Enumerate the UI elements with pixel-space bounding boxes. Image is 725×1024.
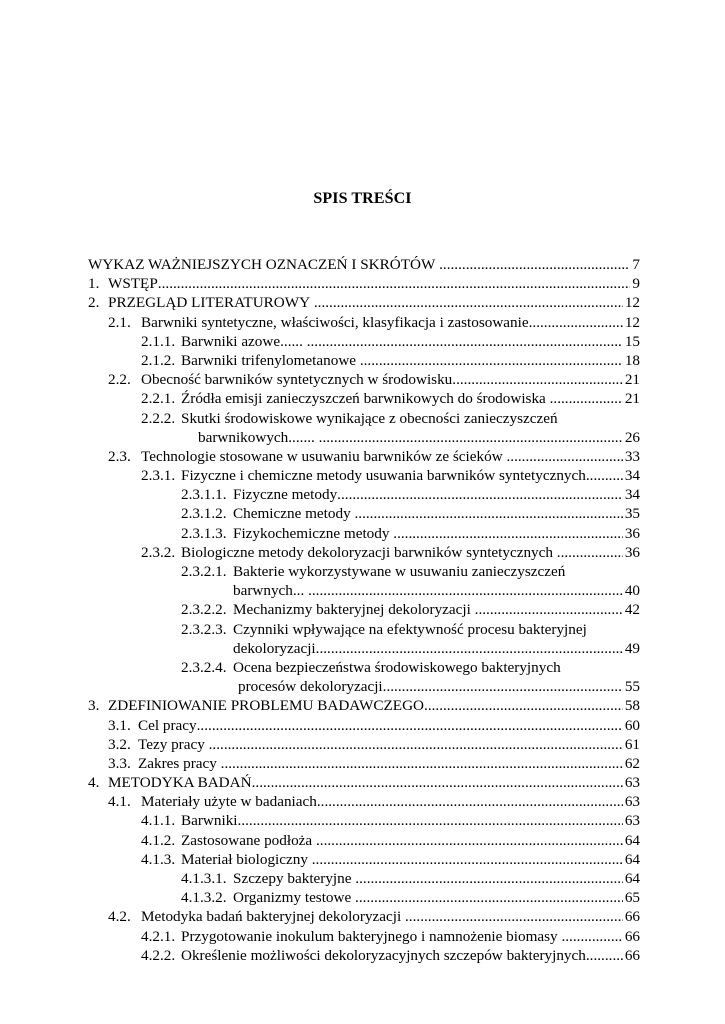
toc-entry <box>88 811 640 830</box>
toc-entry <box>88 869 640 888</box>
toc-entry <box>88 332 640 351</box>
toc-entry <box>88 927 640 946</box>
toc-entry <box>88 293 640 312</box>
toc-entry-number: 4.2.1. <box>141 927 176 945</box>
toc-entry-page: 63 <box>624 774 640 792</box>
dot-leader <box>158 274 631 293</box>
toc-entry-page: 12 <box>624 313 640 331</box>
dot-leader <box>586 946 623 965</box>
toc-entry-title-cont: barwnikowych....... <box>198 428 315 446</box>
toc-entry <box>88 735 640 754</box>
toc-entry-number: 4.1.3. <box>141 850 176 868</box>
toc-entry <box>88 658 640 677</box>
toc-entry-page: 49 <box>624 639 640 657</box>
toc-entry-number: 2.3. <box>108 447 131 465</box>
toc-entry-number: 4.1.3.2. <box>181 889 227 907</box>
toc-entry-page: 34 <box>624 486 640 504</box>
toc-entry <box>88 716 640 735</box>
toc-entry-number: 4.1. <box>108 793 131 811</box>
toc-entry-title: Barwniki <box>181 812 238 830</box>
toc-entry <box>88 351 640 370</box>
toc-entry-page: 64 <box>624 870 640 887</box>
toc-entry-page: 26 <box>624 428 640 446</box>
toc-entry <box>88 754 640 773</box>
toc-entry-number: 2.2. <box>108 371 131 389</box>
toc-entry <box>88 888 640 907</box>
toc-entry <box>88 466 640 485</box>
toc-entry-title: Szczepy bakteryjne <box>233 870 352 887</box>
toc-entry-page: 66 <box>624 908 640 926</box>
toc-entry <box>88 409 640 428</box>
toc-entry <box>88 255 640 274</box>
dot-leader <box>557 543 623 562</box>
toc-entry-title: Bakterie wykorzystywane w usuwaniu zanieczyszczeń <box>233 563 566 580</box>
toc-entry-page: 65 <box>624 889 640 907</box>
toc-entry <box>88 313 640 332</box>
toc-entry <box>88 274 640 293</box>
toc-entry-number: 4.2.2. <box>141 946 176 964</box>
toc-entry-title: Metodyka badań bakteryjnej dekoloryzacji <box>141 908 402 926</box>
toc-entry-number: 2.2.1. <box>141 390 176 408</box>
toc-entry-number: 2.3.2.1. <box>181 563 227 580</box>
table-of-contents <box>88 255 640 965</box>
toc-entry-page: 63 <box>624 793 640 811</box>
toc-entry-page: 63 <box>624 812 640 830</box>
toc-entry <box>88 485 640 504</box>
toc-entry-page: 36 <box>624 524 640 542</box>
toc-entry <box>88 543 640 562</box>
toc-entry-page: 66 <box>624 946 640 964</box>
toc-entry <box>88 562 640 581</box>
dot-leader <box>354 504 622 523</box>
toc-entry-page: 34 <box>624 467 640 485</box>
toc-entry-title: Fizykochemiczne metody <box>233 524 390 542</box>
toc-entry <box>88 620 640 639</box>
toc-entry-page: 60 <box>624 716 640 734</box>
dot-leader <box>424 696 623 715</box>
toc-entry-title: Określenie możliwości dekoloryzacyjnych szczepów bakteryjnych <box>181 946 586 964</box>
toc-entry-number: 4. <box>88 774 100 792</box>
toc-entry <box>88 792 640 811</box>
toc-entry <box>88 831 640 850</box>
dot-leader <box>316 831 623 850</box>
toc-entry-title-cont: dekoloryzacji <box>233 639 316 657</box>
dot-leader <box>308 581 623 600</box>
toc-entry-number: 4.1.2. <box>141 831 176 849</box>
toc-entry-title: Źródła emisji zanieczyszczeń barwnikowych do środowiska <box>181 390 546 408</box>
dot-leader <box>360 351 623 370</box>
toc-entry-number: 2.1.2. <box>141 351 176 369</box>
toc-entry-page: 35 <box>624 505 640 523</box>
toc-entry-title: WSTĘP <box>108 275 158 293</box>
dot-leader <box>439 255 630 274</box>
toc-entry-page: 64 <box>624 850 640 868</box>
toc-entry-title: Skutki środowiskowe wynikające z obecności zanieczyszczeń <box>181 409 558 427</box>
toc-entry-continuation <box>88 677 640 696</box>
dot-leader <box>317 792 623 811</box>
toc-entry-title: Czynniki wpływające na efektywność procesu bakteryjnej <box>233 620 587 638</box>
dot-leader <box>252 773 623 792</box>
toc-entry <box>88 850 640 869</box>
dot-leader <box>586 466 623 485</box>
toc-entry-page: 66 <box>624 927 640 945</box>
toc-entry-page: 15 <box>624 332 640 350</box>
toc-entry-page: 62 <box>624 754 640 772</box>
toc-entry-title: Mechanizmy bakteryjnej dekoloryzacji <box>233 601 471 619</box>
dot-leader <box>550 389 623 408</box>
toc-entry-page: 7 <box>632 256 640 273</box>
toc-entry-title: Materiał biologiczny <box>181 850 308 868</box>
toc-entry-title: Organizmy testowe <box>233 889 352 907</box>
dot-leader <box>355 888 623 907</box>
toc-entry-title: METODYKA BADAŃ <box>108 774 252 792</box>
toc-entry-page: 55 <box>624 678 640 696</box>
dot-leader <box>355 869 623 888</box>
toc-entry-title: Fizyczne i chemiczne metody usuwania barwników syntetycznych <box>181 467 586 485</box>
toc-entry-title: Ocena bezpieczeństwa środowiskowego bakteryjnych <box>233 658 561 676</box>
toc-entry-number: 2.3.1. <box>141 467 176 485</box>
dot-leader <box>452 370 623 389</box>
toc-entry-title: Barwniki syntetyczne, właściwości, klasyfikacja i zastosowanie <box>141 313 529 331</box>
toc-entry-title: Chemiczne metody <box>233 505 351 523</box>
toc-entry <box>88 389 640 408</box>
toc-entry-number: 2.3.2. <box>141 543 176 561</box>
dot-leader <box>405 907 623 926</box>
toc-entry-number: 3.1. <box>108 716 131 734</box>
toc-entry <box>88 907 640 926</box>
toc-entry-page: 36 <box>624 543 640 561</box>
toc-entry-number: 2.3.2.3. <box>181 620 227 638</box>
dot-leader <box>316 639 623 658</box>
dot-leader <box>238 811 623 830</box>
dot-leader <box>506 447 622 466</box>
toc-entry-number: 2.1. <box>108 313 131 331</box>
toc-entry <box>88 773 640 792</box>
toc-entry-title: Technologie stosowane w usuwaniu barwników ze ścieków <box>141 447 503 465</box>
toc-entry-page: 61 <box>624 735 640 753</box>
toc-entry <box>88 447 640 466</box>
toc-entry-number: 3.2. <box>108 735 131 753</box>
toc-entry-number: 2.3.2.2. <box>181 601 227 619</box>
dot-leader <box>314 293 623 312</box>
toc-entry-title: Fizyczne metody <box>233 486 338 504</box>
toc-entry-page: 42 <box>624 601 640 619</box>
toc-entry-page: 12 <box>624 294 640 312</box>
toc-entry-number: 2. <box>88 294 100 312</box>
toc-entry <box>88 504 640 523</box>
dot-leader <box>393 524 623 543</box>
page-title: SPIS TREŚCI <box>313 190 412 207</box>
toc-entry <box>88 600 640 619</box>
toc-entry-page: 40 <box>624 582 640 600</box>
dot-leader <box>529 313 623 332</box>
toc-entry-title-cont: barwnych... <box>233 582 305 600</box>
toc-entry-continuation <box>88 428 640 447</box>
toc-entry-number: 2.3.2.4. <box>181 658 227 676</box>
toc-entry-number: 3. <box>88 697 100 715</box>
toc-entry-title: Barwniki azowe...... <box>181 332 303 350</box>
dot-leader <box>312 850 623 869</box>
toc-entry-title: PRZEGLĄD LITERATUROWY <box>108 294 311 312</box>
toc-entry-page: 21 <box>624 390 640 408</box>
toc-entry-number: 4.1.3.1. <box>181 870 227 887</box>
toc-entry-page: 58 <box>624 697 640 715</box>
toc-entry-number: 2.3.1.2. <box>181 505 227 523</box>
toc-entry-number: 3.3. <box>108 754 131 772</box>
dot-leader <box>561 927 622 946</box>
dot-leader <box>319 428 623 447</box>
dot-leader <box>197 716 623 735</box>
toc-entry <box>88 946 640 965</box>
dot-leader <box>475 600 623 619</box>
toc-entry-title: Biologiczne metody dekoloryzacji barwników syntetycznych <box>181 543 553 561</box>
toc-entry <box>88 524 640 543</box>
toc-entry-number: 2.3.1.1. <box>181 486 227 504</box>
toc-entry-title: WYKAZ WAŻNIEJSZYCH OZNACZEŃ I SKRÓTÓW <box>88 256 436 273</box>
toc-entry-page: 21 <box>624 371 640 389</box>
toc-entry <box>88 370 640 389</box>
toc-entry-page: 18 <box>624 351 640 369</box>
toc-entry-continuation <box>88 639 640 658</box>
toc-entry-title-cont: procesów dekoloryzacji <box>238 678 383 696</box>
toc-entry-page: 33 <box>624 447 640 465</box>
dot-leader <box>209 735 623 754</box>
toc-entry-title: ZDEFINIOWANIE PROBLEMU BADAWCZEGO <box>108 697 425 715</box>
toc-entry-number: 2.3.1.3. <box>181 524 227 542</box>
toc-entry-title: Przygotowanie inokulum bakteryjnego i namnożenie biomasy <box>181 927 558 945</box>
toc-entry-number: 4.2. <box>108 908 131 926</box>
dot-leader <box>383 677 623 696</box>
toc-entry-title: Obecność barwników syntetycznych w środowisku <box>141 371 453 389</box>
dot-leader <box>307 332 623 351</box>
toc-entry-number: 2.1.1. <box>141 332 176 350</box>
toc-entry-title: Tezy pracy <box>138 735 205 753</box>
toc-entry-title: Zakres pracy <box>138 754 217 772</box>
dot-leader <box>337 485 623 504</box>
toc-entry-page: 64 <box>624 831 640 849</box>
toc-entry-continuation <box>88 581 640 600</box>
toc-entry-number: 2.2.2. <box>141 409 176 427</box>
toc-entry-title: Zastosowane podłoża <box>181 831 313 849</box>
toc-entry <box>88 696 640 715</box>
toc-entry-title: Cel pracy <box>138 716 197 734</box>
toc-entry-title: Barwniki trifenylometanowe <box>181 351 357 369</box>
toc-entry-number: 4.1.1. <box>141 812 176 830</box>
toc-entry-page: 9 <box>632 275 640 293</box>
toc-entry-number: 1. <box>88 275 100 293</box>
dot-leader <box>221 754 623 773</box>
toc-entry-title: Materiały użyte w badaniach <box>141 793 317 811</box>
